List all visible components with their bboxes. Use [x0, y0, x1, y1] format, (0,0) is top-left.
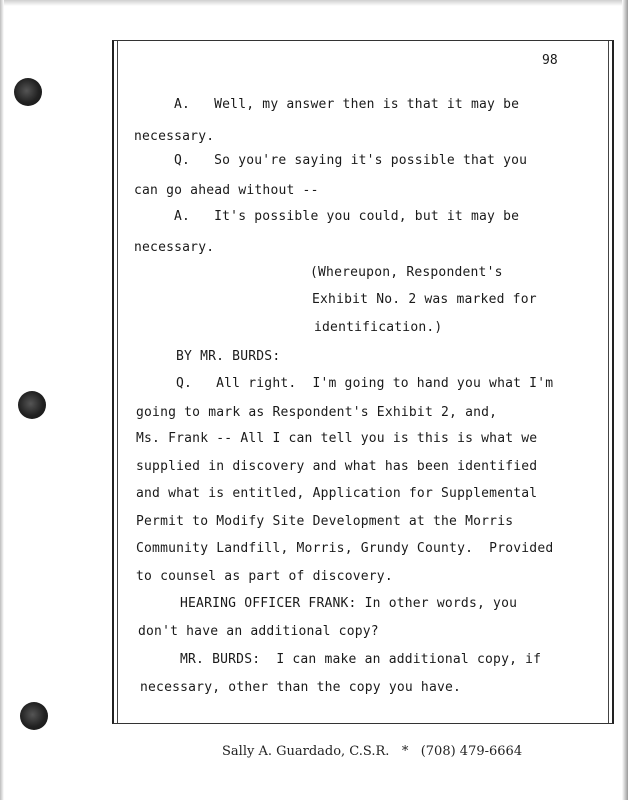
transcript-line: necessary.	[134, 129, 215, 144]
scan-edge-right	[622, 0, 628, 800]
reporter-footer: Sally A. Guardado, C.S.R. * (708) 479-6664	[222, 744, 523, 759]
transcript-line: Q. All right. I'm going to hand you what I'm	[176, 376, 554, 391]
transcript-line: don't have an additional copy?	[138, 624, 379, 639]
page-number: 98	[542, 53, 558, 68]
binder-hole-bottom	[20, 702, 48, 730]
transcript-line: can go ahead without --	[134, 183, 319, 198]
transcript-line: Exhibit No. 2 was marked for	[312, 292, 537, 307]
transcript-line: BY MR. BURDS:	[176, 349, 281, 364]
transcript-line: supplied in discovery and what has been identified	[136, 459, 538, 474]
scan-edge-left	[0, 0, 4, 800]
scan-edge-top	[0, 0, 628, 6]
binder-hole-middle	[18, 391, 46, 419]
transcript-line: (Whereupon, Respondent's	[310, 265, 503, 280]
transcript-line: HEARING OFFICER FRANK: In other words, you	[180, 596, 518, 611]
transcript-line: necessary, other than the copy you have.	[140, 680, 462, 695]
binder-hole-top	[14, 78, 42, 106]
transcript-line: Community Landfill, Morris, Grundy County. Provided	[136, 541, 554, 556]
transcript-line: necessary.	[134, 240, 215, 255]
transcript-line: Q. So you're saying it's possible that you	[174, 153, 528, 168]
transcript-line: and what is entitled, Application for Supplemental	[136, 486, 538, 501]
transcript-line: A. It's possible you could, but it may be	[174, 209, 520, 224]
transcript-line: going to mark as Respondent's Exhibit 2, and,	[136, 405, 498, 420]
transcript-line: Permit to Modify Site Development at the Morris	[136, 514, 514, 529]
transcript-line: identification.)	[314, 320, 443, 335]
transcript-line: Ms. Frank -- All I can tell you is this is what we	[136, 431, 538, 446]
transcript-line: A. Well, my answer then is that it may be	[174, 97, 520, 112]
transcript-line: to counsel as part of discovery.	[136, 569, 393, 584]
transcript-line: MR. BURDS: I can make an additional copy, if	[180, 652, 542, 667]
